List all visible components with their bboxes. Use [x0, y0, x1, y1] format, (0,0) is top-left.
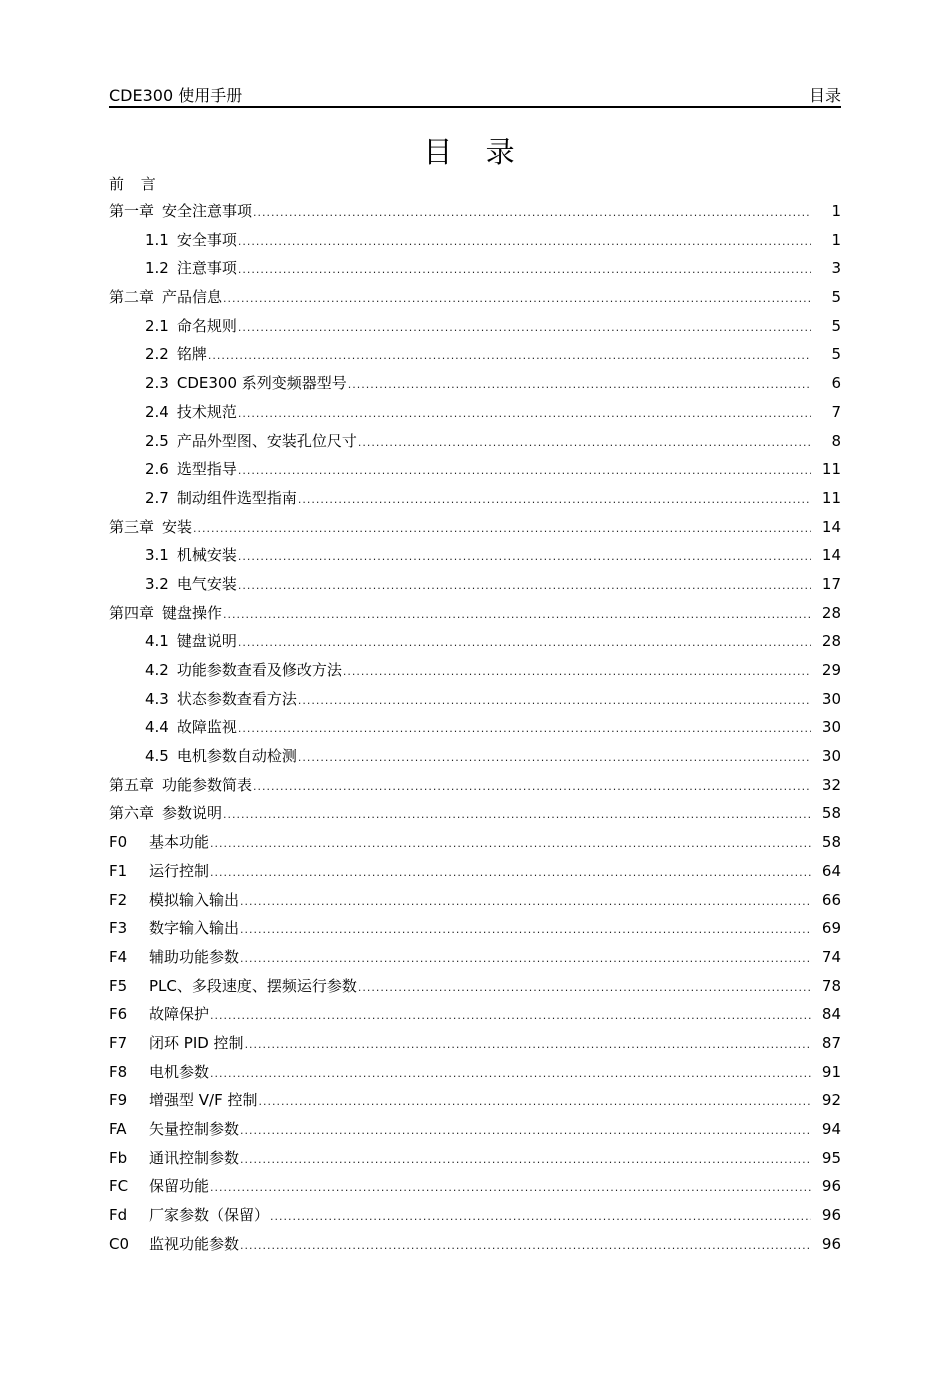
toc-entry-number: F0 — [109, 833, 128, 852]
toc-entry-title: 基本功能 — [149, 833, 210, 852]
toc-entry-title: 运行控制 — [149, 861, 210, 880]
toc-entry-page-number: 95 — [821, 1148, 841, 1167]
toc-entry-title: 故障监视 — [176, 718, 237, 737]
toc-entry-param[interactable] — [109, 1230, 841, 1259]
toc-entry-number: F8 — [109, 1062, 128, 1081]
table-of-contents — [109, 197, 841, 1258]
toc-entry-section[interactable] — [109, 570, 841, 599]
dot-leader — [245, 1031, 811, 1060]
toc-entry-title: 安装 — [162, 517, 193, 536]
toc-entry-number: 4.5 — [145, 747, 169, 766]
dot-leader — [208, 342, 811, 371]
toc-entry-page-number: 7 — [831, 402, 841, 421]
toc-entry-page-number: 58 — [821, 804, 841, 823]
toc-entry-number: 2.6 — [145, 460, 169, 479]
toc-entry-number: F1 — [109, 861, 128, 880]
toc-entry-page-number: 1 — [831, 202, 841, 220]
dot-leader — [238, 543, 811, 572]
toc-entry-page-number: 5 — [831, 316, 841, 335]
toc-entry-number: Fd — [109, 1206, 128, 1225]
dot-leader — [253, 773, 811, 802]
toc-entry-number: 4.4 — [145, 718, 169, 737]
toc-entry-page-number: 14 — [821, 546, 841, 565]
toc-entry-section[interactable] — [109, 656, 841, 685]
toc-entry-param[interactable] — [109, 1086, 841, 1115]
toc-entry-number: 第六章 — [109, 804, 155, 823]
dot-leader — [238, 629, 811, 658]
dot-leader — [240, 888, 811, 917]
section-label: 目录 — [808, 86, 841, 105]
toc-entry-page-number: 58 — [821, 833, 841, 852]
toc-entry-title: 铭牌 — [176, 345, 207, 364]
toc-entry-number: FC — [109, 1177, 129, 1196]
toc-entry-title: 通讯控制参数 — [149, 1148, 240, 1167]
dot-leader — [258, 1088, 811, 1117]
dot-leader — [240, 916, 811, 945]
toc-entry-title: 安全事项 — [176, 230, 237, 249]
toc-entry-title: 故障保护 — [149, 1005, 210, 1024]
toc-entry-page-number: 14 — [821, 517, 841, 536]
toc-entry-param[interactable] — [109, 1000, 841, 1029]
dot-leader — [240, 945, 811, 974]
dot-leader — [253, 199, 811, 228]
toc-entry-title: 电气安装 — [176, 574, 237, 593]
toc-entry-number: 第五章 — [109, 775, 155, 794]
toc-entry-section[interactable] — [109, 713, 841, 742]
toc-entry-title: 技术规范 — [176, 402, 237, 421]
toc-entry-number: Fb — [109, 1148, 128, 1167]
page-header — [109, 80, 841, 108]
toc-entry-param[interactable] — [109, 828, 841, 857]
dot-leader — [298, 687, 811, 716]
toc-entry-page-number: 64 — [821, 861, 841, 880]
dot-leader — [240, 1117, 811, 1146]
toc-entry-param[interactable] — [109, 1172, 841, 1201]
toc-entry-title: CDE300 系列变频器型号 — [176, 374, 347, 393]
dot-leader — [210, 1174, 811, 1203]
toc-entry-number: F3 — [109, 919, 128, 938]
toc-entry-number: 4.1 — [145, 632, 169, 651]
toc-entry-number: 第二章 — [109, 288, 155, 307]
toc-entry-page-number: 30 — [821, 689, 841, 708]
toc-entry-number: FA — [109, 1120, 127, 1138]
toc-entry-page-number: 92 — [821, 1091, 841, 1110]
toc-entry-title: 电机参数自动检测 — [176, 747, 297, 766]
toc-entry-title: 数字输入输出 — [149, 919, 240, 938]
dot-leader — [238, 400, 811, 429]
toc-entry-section[interactable] — [109, 484, 841, 513]
toc-entry-section[interactable] — [109, 455, 841, 484]
toc-entry-page-number: 30 — [821, 718, 841, 737]
dot-leader — [193, 515, 811, 544]
toc-entry-page-number: 5 — [831, 345, 841, 364]
toc-entry-number: F5 — [109, 976, 128, 995]
toc-entry-param[interactable] — [109, 914, 841, 943]
toc-entry-section[interactable] — [109, 312, 841, 341]
toc-entry-title: 键盘操作 — [162, 603, 223, 622]
toc-entry-number: 第三章 — [109, 517, 155, 536]
toc-entry-page-number: 32 — [821, 775, 841, 794]
manual-title: CDE300 使用手册 — [109, 86, 243, 105]
toc-entry-chapter[interactable] — [109, 599, 841, 628]
dot-leader — [223, 285, 811, 314]
toc-entry-title: 厂家参数（保留） — [149, 1206, 270, 1225]
toc-entry-chapter[interactable] — [109, 283, 841, 312]
toc-entry-page-number: 1 — [831, 230, 841, 249]
dot-leader — [348, 371, 811, 400]
toc-entry-title: 状态参数查看方法 — [176, 689, 297, 708]
toc-entry-page-number: 74 — [821, 947, 841, 966]
toc-entry-page-number: 11 — [821, 488, 841, 507]
toc-entry-page-number: 8 — [831, 431, 841, 450]
toc-entry-page-number: 30 — [821, 747, 841, 766]
toc-entry-chapter[interactable] — [109, 799, 841, 828]
toc-entry-section[interactable] — [109, 340, 841, 369]
toc-entry-title: 机械安装 — [176, 546, 237, 565]
toc-entry-page-number: 66 — [821, 890, 841, 909]
toc-entry-page-number: 78 — [821, 976, 841, 995]
toc-entry-chapter[interactable] — [109, 197, 841, 226]
toc-entry-section[interactable] — [109, 627, 841, 656]
toc-entry-page-number: 17 — [821, 574, 841, 593]
toc-entry-page-number: 91 — [821, 1062, 841, 1081]
toc-entry-title: 辅助功能参数 — [149, 947, 240, 966]
dot-leader — [358, 974, 811, 1003]
toc-entry-title: 参数说明 — [162, 804, 223, 823]
toc-entry-number: F2 — [109, 890, 128, 909]
toc-entry-section[interactable] — [109, 742, 841, 771]
toc-entry-page-number: 5 — [831, 288, 841, 307]
toc-entry-title: 产品信息 — [162, 288, 223, 307]
toc-entry-title: 安全注意事项 — [162, 202, 253, 220]
toc-entry-number: 1.1 — [145, 230, 169, 249]
toc-preface-entry[interactable]: 前 言 — [109, 175, 162, 193]
toc-entry-page-number: 11 — [821, 460, 841, 479]
toc-entry-title: 闭环 PID 控制 — [149, 1033, 244, 1052]
toc-entry-page-number: 96 — [821, 1177, 841, 1196]
toc-entry-title: 产品外型图、安装孔位尺寸 — [176, 431, 357, 450]
toc-entry-number: 2.5 — [145, 431, 169, 450]
dot-leader — [238, 256, 811, 285]
toc-entry-number: F4 — [109, 947, 128, 966]
toc-entry-chapter[interactable] — [109, 513, 841, 542]
toc-entry-param[interactable] — [109, 1144, 841, 1173]
toc-entry-number: F9 — [109, 1091, 128, 1110]
toc-entry-title: 模拟输入输出 — [149, 890, 240, 909]
toc-entry-page-number: 28 — [821, 632, 841, 651]
toc-entry-param[interactable] — [109, 972, 841, 1001]
toc-entry-param[interactable] — [109, 857, 841, 886]
toc-entry-number: F7 — [109, 1033, 128, 1052]
toc-entry-page-number: 96 — [821, 1234, 841, 1253]
toc-entry-page-number: 94 — [821, 1120, 841, 1138]
dot-leader — [223, 601, 811, 630]
dot-leader — [238, 314, 811, 343]
toc-entry-section[interactable] — [109, 254, 841, 283]
toc-entry-chapter[interactable] — [109, 771, 841, 800]
toc-entry-section[interactable] — [109, 369, 841, 398]
dot-leader — [358, 429, 811, 458]
toc-entry-param[interactable] — [109, 886, 841, 915]
dot-leader — [210, 1060, 811, 1089]
toc-entry-title: 功能参数简表 — [162, 775, 253, 794]
dot-leader — [238, 715, 811, 744]
toc-entry-title: 功能参数查看及修改方法 — [176, 661, 342, 679]
toc-entry-title: PLC、多段速度、摆频运行参数 — [149, 976, 357, 995]
toc-entry-number: 1.2 — [145, 259, 169, 278]
toc-title: 目 录 — [423, 135, 527, 169]
toc-entry-page-number: 96 — [821, 1206, 841, 1225]
toc-entry-page-number: 6 — [831, 374, 841, 393]
dot-leader — [210, 1002, 811, 1031]
toc-entry-param[interactable] — [109, 1115, 841, 1144]
toc-entry-number: F6 — [109, 1005, 128, 1024]
toc-entry-number: 2.3 — [145, 374, 169, 393]
toc-entry-title: 命名规则 — [176, 316, 237, 335]
toc-entry-number: 4.2 — [145, 661, 169, 679]
toc-entry-title: 矢量控制参数 — [149, 1120, 240, 1138]
toc-entry-title: 监视功能参数 — [149, 1234, 240, 1253]
dot-leader — [270, 1203, 811, 1232]
dot-leader — [223, 801, 811, 830]
toc-entry-param[interactable] — [109, 1029, 841, 1058]
toc-entry-section[interactable] — [109, 226, 841, 255]
toc-entry-number: 3.2 — [145, 574, 169, 593]
toc-entry-page-number: 84 — [821, 1005, 841, 1024]
toc-entry-number: 2.2 — [145, 345, 169, 364]
dot-leader — [210, 830, 811, 859]
dot-leader — [238, 572, 811, 601]
toc-entry-title: 选型指导 — [176, 460, 237, 479]
toc-entry-number: 第一章 — [109, 202, 155, 220]
toc-entry-title: 注意事项 — [176, 259, 237, 278]
toc-entry-number: 4.3 — [145, 689, 169, 708]
dot-leader — [298, 486, 811, 515]
dot-leader — [238, 457, 811, 486]
toc-entry-number: 2.4 — [145, 402, 169, 421]
toc-entry-param[interactable] — [109, 1201, 841, 1230]
dot-leader — [210, 859, 811, 888]
toc-entry-page-number: 69 — [821, 919, 841, 938]
dot-leader — [343, 658, 811, 687]
toc-entry-param[interactable] — [109, 1058, 841, 1087]
toc-entry-title: 保留功能 — [149, 1177, 210, 1196]
toc-entry-number: 3.1 — [145, 546, 169, 565]
toc-entry-title: 电机参数 — [149, 1062, 210, 1081]
toc-entry-page-number: 28 — [821, 603, 841, 622]
toc-entry-page-number: 29 — [821, 661, 841, 679]
toc-entry-section[interactable] — [109, 427, 841, 456]
toc-entry-title: 制动组件选型指南 — [176, 488, 297, 507]
toc-entry-number: 2.7 — [145, 488, 169, 507]
dot-leader — [238, 228, 811, 257]
dot-leader — [298, 744, 811, 773]
toc-entry-number: C0 — [109, 1234, 130, 1253]
toc-entry-title: 增强型 V/F 控制 — [149, 1091, 258, 1110]
toc-entry-section[interactable] — [109, 541, 841, 570]
toc-entry-param[interactable] — [109, 943, 841, 972]
toc-entry-section[interactable] — [109, 398, 841, 427]
toc-entry-number: 2.1 — [145, 316, 169, 335]
dot-leader — [240, 1146, 811, 1175]
toc-entry-section[interactable] — [109, 685, 841, 714]
dot-leader — [240, 1232, 811, 1261]
toc-entry-number: 第四章 — [109, 603, 155, 622]
toc-entry-page-number: 3 — [831, 259, 841, 278]
toc-entry-title: 键盘说明 — [176, 632, 237, 651]
toc-entry-page-number: 87 — [821, 1033, 841, 1052]
